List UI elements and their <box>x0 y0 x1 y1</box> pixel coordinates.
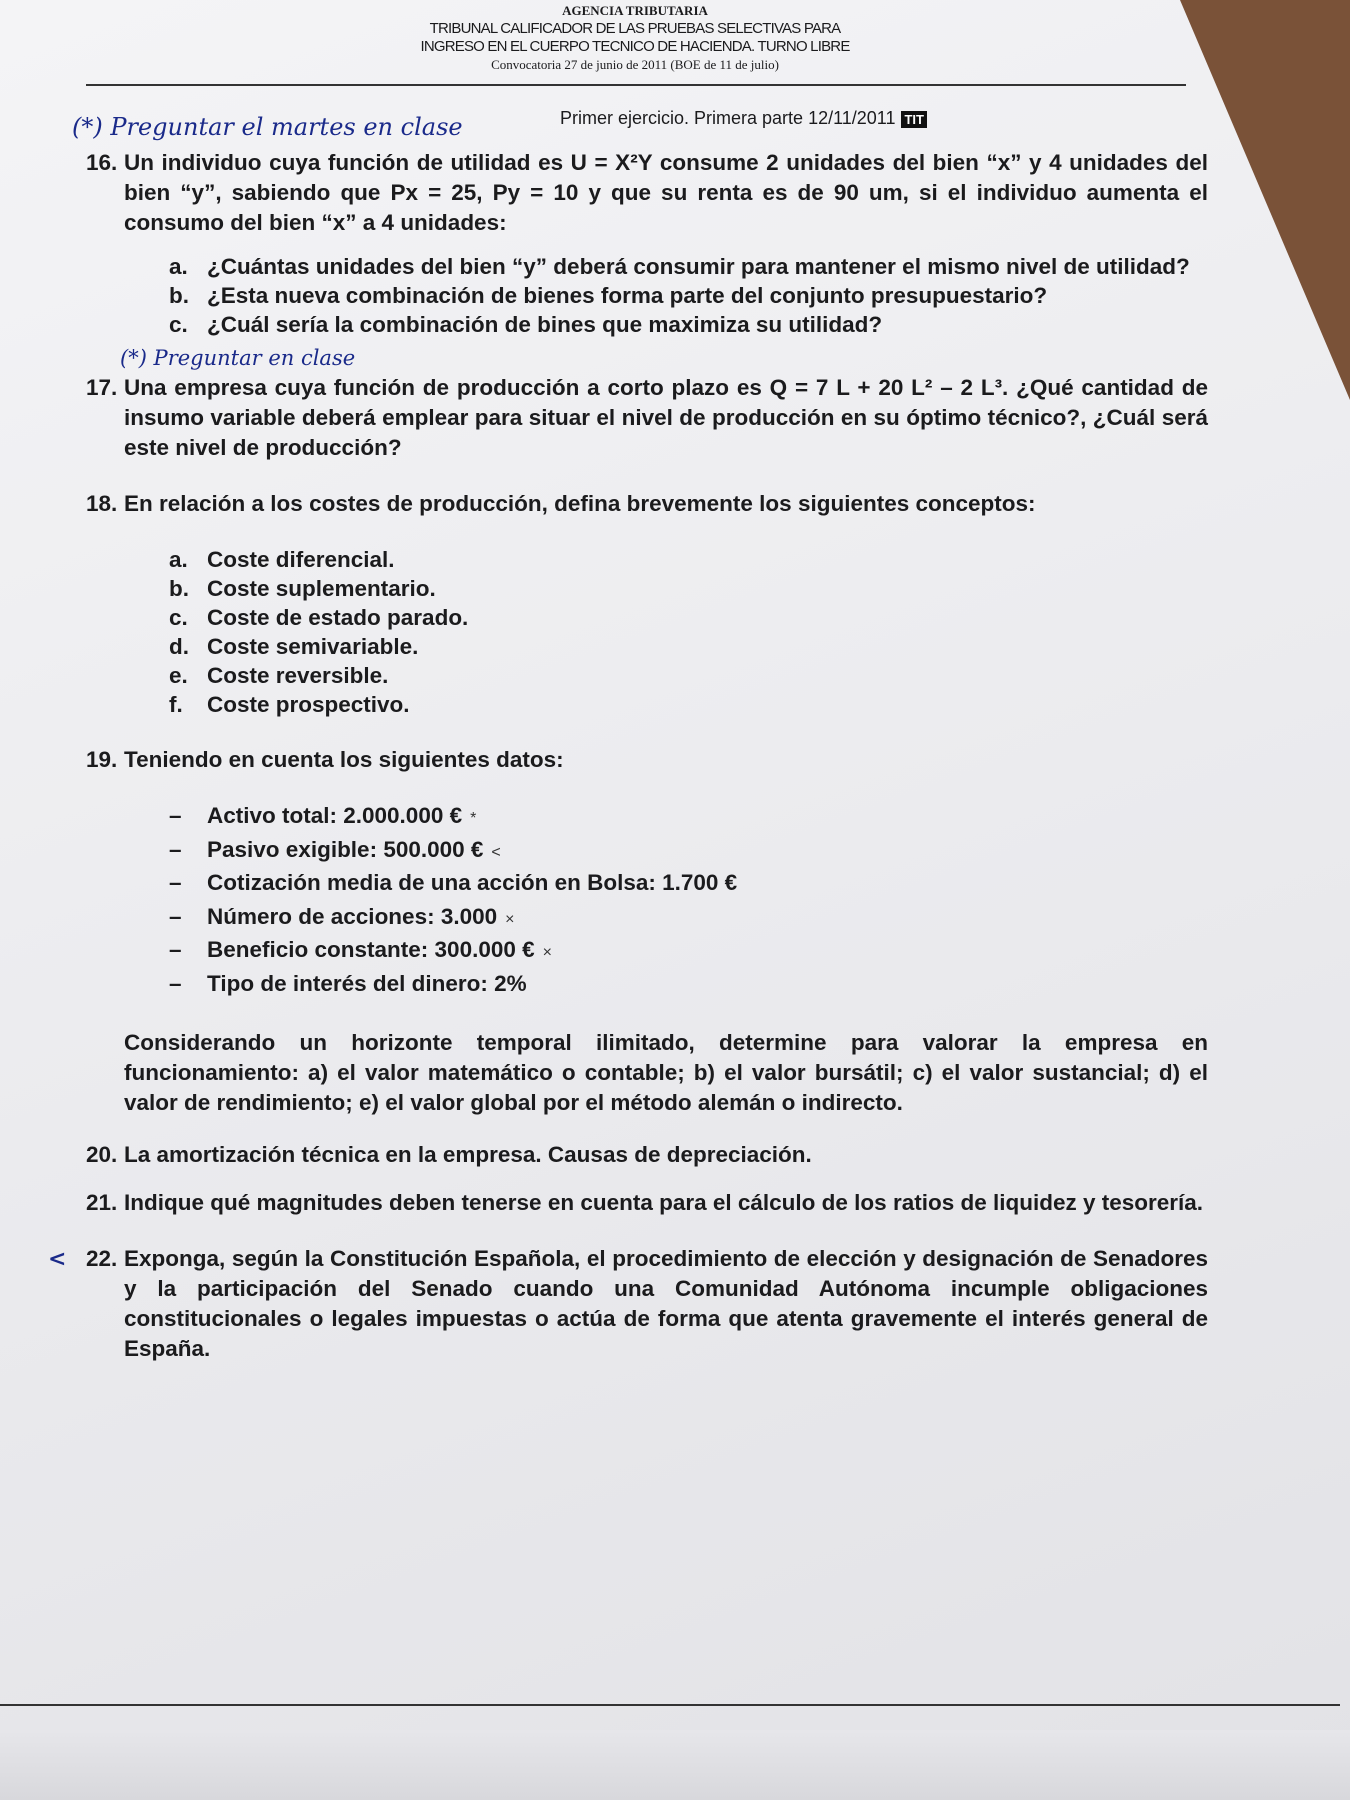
item-letter: b. <box>169 576 189 601</box>
list-item <box>169 252 1208 281</box>
subtitle-text: Primer ejercicio. Primera parte 12/11/2011 <box>560 108 896 128</box>
list-item <box>169 935 1208 969</box>
item-dash: – <box>169 937 182 962</box>
item-text: Pasivo exigible: 500.000 € <box>207 836 484 862</box>
q19-data-list <box>169 801 1208 1002</box>
item-text: Tipo de interés del dinero: 2% <box>207 970 527 996</box>
item-text: Cotización media de una acción en Bolsa: 1.700 € <box>207 870 738 895</box>
question-number: 18. <box>86 491 118 516</box>
question-number: 20. <box>86 1142 118 1167</box>
handwritten-note-1: (*) Preguntar el martes en clase <box>72 113 463 141</box>
question-19 <box>86 745 1208 775</box>
footer-rule <box>0 1704 1340 1706</box>
question-text: Teniendo en cuenta los siguientes datos: <box>124 747 564 772</box>
list-item <box>169 902 1208 936</box>
item-letter: a. <box>169 547 188 572</box>
question-number: 21. <box>86 1190 118 1215</box>
item-letter: c. <box>169 312 188 337</box>
header-line-1: TRIBUNAL CALIFICADOR DE LAS PRUEBAS SELECTIVAS PARA <box>429 20 841 37</box>
questions-body <box>48 148 1208 1364</box>
list-item <box>169 310 1208 339</box>
question-18 <box>86 489 1208 519</box>
item-text: ¿Cuántas unidades del bien “y” deberá consumir para mantener el mismo nivel de utilidad? <box>207 254 1190 279</box>
list-item <box>169 969 1208 1003</box>
q19-closing: Considerando un horizonte temporal ilimitado, determine para valorar la empresa en funcionamiento: a) el valor matemático o contable; b) el valor bursátil; c) el valor sustancial; d) el valor de rendimiento; e) el valor global por el método alemán o indirecto. <box>124 1030 1208 1115</box>
item-text: Coste reversible. <box>207 663 389 688</box>
list-item <box>169 801 1208 835</box>
list-item <box>169 603 1208 632</box>
item-text: Coste suplementario. <box>207 576 436 601</box>
handwritten-mark-22: < <box>48 1246 67 1272</box>
pen-mark: < <box>491 843 501 861</box>
item-text: Coste semivariable. <box>207 634 419 659</box>
list-item <box>169 545 1208 574</box>
list-item <box>169 835 1208 869</box>
question-20 <box>86 1140 1208 1170</box>
question-number: 16. <box>86 150 118 175</box>
pen-mark: × <box>542 944 552 961</box>
header-rule <box>86 84 1186 86</box>
item-text: Número de acciones: 3.000 <box>207 903 498 929</box>
item-letter: a. <box>169 254 188 279</box>
item-text: Activo total: 2.000.000 € <box>207 803 463 828</box>
question-21 <box>86 1188 1208 1218</box>
list-item <box>169 690 1208 719</box>
question-number: 22. <box>86 1246 118 1271</box>
list-item <box>169 661 1208 690</box>
list-item <box>169 632 1208 661</box>
question-text: Un individuo cuya función de utilidad es U = X²Y consume 2 unidades del bien “x” y 4 unidades del bien “y”, sabiendo que Px = 25, Py = 10 y que su renta es de 90 um, si el individuo aumenta el consumo del bien “x” a 4 unidades: <box>124 150 1208 235</box>
question-22 <box>48 1244 1208 1364</box>
list-item <box>169 868 1208 902</box>
item-text: ¿Esta nueva combinación de bienes forma parte del conjunto presupuestario? <box>207 283 1048 308</box>
header-line-3: Convocatoria 27 de junio de 2011 (BOE de 11 de julio) <box>491 57 779 72</box>
subtitle-tag: TIT <box>901 111 927 128</box>
item-text: Beneficio constante: 300.000 € <box>207 937 535 962</box>
underlying-pages <box>0 1730 1350 1800</box>
item-letter: b. <box>169 283 189 308</box>
q16-items <box>169 252 1208 339</box>
item-dash: – <box>169 803 182 828</box>
exam-subtitle <box>560 108 927 129</box>
pen-mark: × <box>505 910 515 928</box>
q18-items <box>169 545 1208 719</box>
item-text: Coste diferencial. <box>207 547 395 572</box>
header-line-2: INGRESO EN EL CUERPO TECNICO DE HACIENDA. TURNO LIBRE <box>420 38 850 55</box>
list-item <box>169 574 1208 603</box>
list-item <box>169 281 1208 310</box>
item-text: Coste prospectivo. <box>207 692 410 717</box>
question-number: 17. <box>86 375 118 400</box>
question-text: En relación a los costes de producción, defina brevemente los siguientes conceptos: <box>124 491 1036 516</box>
question-text: La amortización técnica en la empresa. Causas de depreciación. <box>124 1142 812 1167</box>
item-dash: – <box>169 903 182 929</box>
question-17 <box>86 373 1208 463</box>
item-letter: f. <box>169 692 183 717</box>
item-dash: – <box>169 870 182 895</box>
question-16 <box>86 148 1208 238</box>
item-dash: – <box>169 836 182 862</box>
item-dash: – <box>169 970 182 996</box>
item-letter: e. <box>169 663 188 688</box>
item-letter: c. <box>169 605 188 630</box>
item-text: Coste de estado parado. <box>207 605 469 630</box>
item-text: ¿Cuál sería la combinación de bines que maximiza su utilidad? <box>207 312 883 337</box>
agency-name: AGENCIA TRIBUTARIA <box>562 3 708 18</box>
question-text: Una empresa cuya función de producción a corto plazo es Q = 7 L + 20 L² – 2 L³. ¿Qué cantidad de insumo variable deberá emplear para situar el nivel de producción en su óptimo técnico?, ¿Cuál será este nivel de producción? <box>124 375 1208 460</box>
item-letter: d. <box>169 634 189 659</box>
question-number: 19. <box>86 747 118 772</box>
question-text: Exponga, según la Constitución Española, el procedimiento de elección y designación de Senadores y la participación del Senado cuando una Comunidad Autónoma incumple obligaciones constitucionales o legales impuestas o actúa de forma que atenta gravemente el interés general de España. <box>124 1246 1208 1361</box>
handwritten-note-2: (*) Preguntar en clase <box>120 346 356 370</box>
question-text: Indique qué magnitudes deben tenerse en cuenta para el cálculo de los ratios de liquidez y tesorería. <box>124 1190 1204 1215</box>
document-header <box>420 2 850 74</box>
pen-mark: * <box>470 810 477 827</box>
